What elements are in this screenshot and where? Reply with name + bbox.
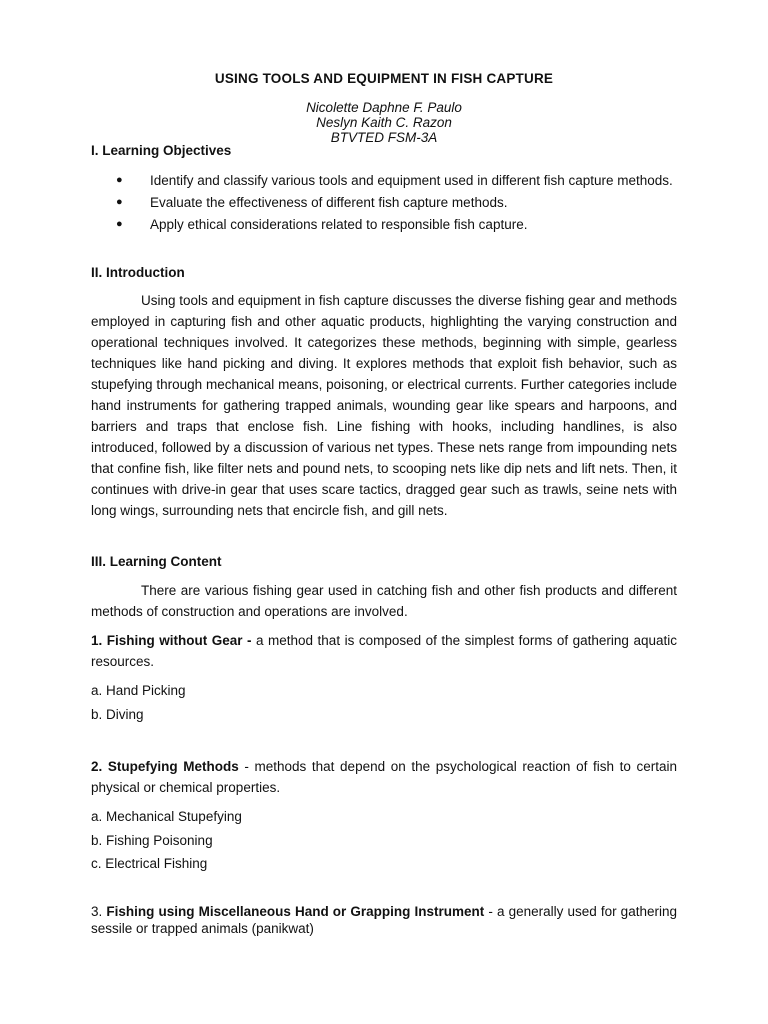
section-2-number: 2. bbox=[91, 759, 103, 774]
section-1-text: a method that is composed of the simplest forms of gathering aquatic resources. bbox=[91, 633, 677, 669]
section-1-term: Fishing without Gear - bbox=[106, 633, 252, 648]
section-2-item: a. Mechanical Stupefying bbox=[91, 809, 242, 824]
section-3-term: Fishing using Miscellaneous Hand or Grapping Instrument bbox=[106, 904, 485, 919]
learning-content-intro: There are various fishing gear used in catching fish and other fish products and different methods of construction and operations are involved. bbox=[91, 583, 677, 619]
course-section: BTVTED FSM-3A bbox=[330, 130, 438, 145]
objectives-heading: I. Learning Objectives bbox=[91, 143, 232, 158]
section-2-item: b. Fishing Poisoning bbox=[91, 833, 213, 848]
learning-content-heading: III. Learning Content bbox=[91, 554, 222, 569]
objective-item bbox=[91, 170, 681, 191]
section-2-text: - methods that depend on the psychological reaction of fish to certain physical or chemical properties. bbox=[91, 759, 677, 795]
author-name-1: Nicolette Daphne F. Paulo bbox=[306, 100, 462, 115]
bullet-icon: ● bbox=[116, 196, 123, 208]
introduction-paragraph: Using tools and equipment in fish capture discusses the diverse fishing gear and methods employed in capturing fish and other aquatic products, highlighting the varying construction and operational techniques involved. It categorizes these methods, beginning with simple, gearless techniques like hand picking and diving. It explores methods that exploit fish behavior, such as stupefying through mechanical means, poisoning, or electrical currents. Further categories include hand instruments for gathering trapped animals, wounding gear like spears and harpoons, and barriers and traps that enclose fish. Line fishing with hooks, including handlines, is also introduced, followed by a discussion of various net types. These nets range from impounding nets that confine fish, like filter nets and pound nets, to scooping nets like dip nets and lift nets. Then, it continues with drive-in gear that uses scare tactics, dragged gear such as trawls, seine nets with long wings, surrounding nets that encircle fish, and gill nets. bbox=[91, 293, 677, 518]
bullet-icon: ● bbox=[116, 174, 123, 186]
objective-text: Apply ethical considerations related to responsible fish capture. bbox=[150, 217, 528, 232]
objective-text: Evaluate the effectiveness of different fish capture methods. bbox=[150, 195, 508, 210]
objective-item bbox=[91, 192, 681, 213]
section-1-number: 1. bbox=[91, 633, 103, 648]
bullet-icon: ● bbox=[116, 218, 123, 230]
section-1-definition bbox=[91, 630, 677, 672]
section-3-text: - a generally used for gathering sessile or trapped animals (panikwat) bbox=[91, 904, 677, 936]
section-3-number: 3. bbox=[91, 904, 103, 919]
section-2-definition bbox=[91, 756, 677, 798]
document-title: USING TOOLS AND EQUIPMENT IN FISH CAPTURE bbox=[214, 71, 554, 86]
section-2-item: c. Electrical Fishing bbox=[91, 856, 208, 871]
section-1-item: a. Hand Picking bbox=[91, 683, 186, 698]
objective-text: Identify and classify various tools and equipment used in different fish capture methods. bbox=[150, 173, 673, 188]
author-name-2: Neslyn Kaith C. Razon bbox=[316, 115, 452, 130]
section-1-item: b. Diving bbox=[91, 707, 144, 722]
introduction-heading: II. Introduction bbox=[91, 265, 185, 280]
section-2-term: Stupefying Methods bbox=[107, 759, 239, 774]
objectives-list bbox=[91, 170, 681, 236]
section-3-definition bbox=[91, 903, 677, 937]
objective-item bbox=[91, 214, 681, 235]
